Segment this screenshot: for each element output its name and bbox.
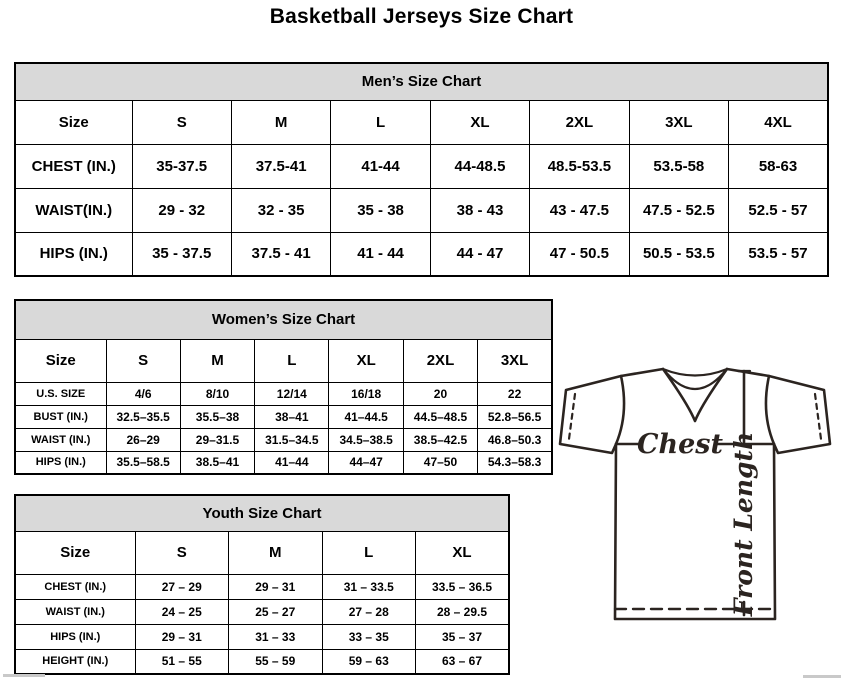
cell-value: 29 – 31 — [135, 624, 229, 649]
cell-value: 50.5 - 53.5 — [629, 232, 728, 276]
cell-value: 31.5–34.5 — [255, 428, 329, 451]
cell-value: 35-37.5 — [132, 144, 231, 188]
table-row — [15, 144, 828, 188]
cell-value: 59 – 63 — [322, 649, 416, 674]
cell-value: 35.5–38 — [180, 405, 254, 428]
column-header: M — [229, 531, 323, 574]
column-header: S — [135, 531, 229, 574]
cell-value: 31 – 33 — [229, 624, 323, 649]
cell-value: 37.5-41 — [231, 144, 330, 188]
row-label: CHEST (IN.) — [15, 574, 135, 599]
cell-value: 35.5–58.5 — [106, 451, 180, 474]
cell-value: 35 – 37 — [416, 624, 510, 649]
cell-value: 41–44.5 — [329, 405, 403, 428]
row-label: WAIST(IN.) — [15, 188, 132, 232]
cell-value: 28 – 29.5 — [416, 599, 510, 624]
cell-value: 47–50 — [403, 451, 477, 474]
cell-value: 34.5–38.5 — [329, 428, 403, 451]
cell-value: 44–47 — [329, 451, 403, 474]
cell-value: 16/18 — [329, 382, 403, 405]
table-row — [15, 428, 552, 451]
table-row — [15, 188, 828, 232]
table-row — [15, 624, 509, 649]
mens-header-row — [15, 100, 828, 144]
jersey-outline — [560, 369, 830, 619]
cell-value: 26–29 — [106, 428, 180, 451]
column-header: 2XL — [530, 100, 629, 144]
cell-value: 44-48.5 — [430, 144, 529, 188]
column-header: Size — [15, 100, 132, 144]
cell-value: 31 – 33.5 — [322, 574, 416, 599]
cell-value: 52.5 - 57 — [729, 188, 828, 232]
cell-value: 52.8–56.5 — [478, 405, 552, 428]
page-title: Basketball Jerseys Size Chart — [269, 5, 574, 28]
cell-value: 35 - 38 — [331, 188, 430, 232]
row-label: BUST (IN.) — [15, 405, 106, 428]
column-header: S — [106, 339, 180, 382]
row-label: U.S. SIZE — [15, 382, 106, 405]
cell-value: 47 - 50.5 — [530, 232, 629, 276]
table-row — [15, 382, 552, 405]
column-header: S — [132, 100, 231, 144]
row-label: WAIST (IN.) — [15, 599, 135, 624]
row-label: HIPS (IN.) — [15, 451, 106, 474]
cell-value: 37.5 - 41 — [231, 232, 330, 276]
cell-value: 44 - 47 — [430, 232, 529, 276]
youth-header-row — [15, 531, 509, 574]
column-header: XL — [416, 531, 510, 574]
cell-value: 47.5 - 52.5 — [629, 188, 728, 232]
column-header: Size — [15, 339, 106, 382]
youth-size-table — [14, 494, 510, 675]
cell-value: 27 – 29 — [135, 574, 229, 599]
row-label: CHEST (IN.) — [15, 144, 132, 188]
row-label: HIPS (IN.) — [15, 624, 135, 649]
cell-value: 38 - 43 — [430, 188, 529, 232]
row-label: WAIST (IN.) — [15, 428, 106, 451]
table-caption: Men’s Size Chart — [15, 63, 828, 100]
column-header: XL — [430, 100, 529, 144]
column-header: 4XL — [729, 100, 828, 144]
cell-value: 63 – 67 — [416, 649, 510, 674]
cell-value: 38.5–42.5 — [403, 428, 477, 451]
cell-value: 44.5–48.5 — [403, 405, 477, 428]
youth-caption-row — [15, 495, 509, 531]
cell-value: 38–41 — [255, 405, 329, 428]
cell-value: 41–44 — [255, 451, 329, 474]
table-row — [15, 451, 552, 474]
womens-header-row — [15, 339, 552, 382]
cell-value: 41-44 — [331, 144, 430, 188]
column-header: L — [322, 531, 416, 574]
column-header: 2XL — [403, 339, 477, 382]
cell-value: 53.5-58 — [629, 144, 728, 188]
row-label: HIPS (IN.) — [15, 232, 132, 276]
cell-value: 20 — [403, 382, 477, 405]
column-header: L — [255, 339, 329, 382]
cell-value: 29 - 32 — [132, 188, 231, 232]
screen-artifact-line — [3, 674, 45, 677]
cell-value: 25 – 27 — [229, 599, 323, 624]
cell-value: 51 – 55 — [135, 649, 229, 674]
front-length-label: Front Length — [729, 431, 758, 617]
row-label: HEIGHT (IN.) — [15, 649, 135, 674]
cell-value: 29–31.5 — [180, 428, 254, 451]
cell-value: 4/6 — [106, 382, 180, 405]
cell-value: 33.5 – 36.5 — [416, 574, 510, 599]
cell-value: 32.5–35.5 — [106, 405, 180, 428]
cell-value: 43 - 47.5 — [530, 188, 629, 232]
column-header: M — [180, 339, 254, 382]
womens-size-table — [14, 299, 553, 475]
cell-value: 32 - 35 — [231, 188, 330, 232]
table-row — [15, 574, 509, 599]
table-caption: Women’s Size Chart — [15, 300, 552, 339]
cell-value: 48.5-53.5 — [530, 144, 629, 188]
cell-value: 8/10 — [180, 382, 254, 405]
column-header: 3XL — [629, 100, 728, 144]
mens-size-table — [14, 62, 829, 277]
mens-caption-row — [15, 63, 828, 100]
table-row — [15, 405, 552, 428]
cell-value: 12/14 — [255, 382, 329, 405]
screen-artifact-line — [803, 675, 841, 678]
cell-value: 41 - 44 — [331, 232, 430, 276]
cell-value: 29 – 31 — [229, 574, 323, 599]
cell-value: 55 – 59 — [229, 649, 323, 674]
jersey-measurement-diagram — [558, 358, 841, 628]
cell-value: 24 – 25 — [135, 599, 229, 624]
cell-value: 33 – 35 — [322, 624, 416, 649]
table-caption: Youth Size Chart — [15, 495, 509, 531]
table-row — [15, 649, 509, 674]
cell-value: 46.8–50.3 — [478, 428, 552, 451]
column-header: 3XL — [478, 339, 552, 382]
womens-caption-row — [15, 300, 552, 339]
cell-value: 22 — [478, 382, 552, 405]
table-row — [15, 599, 509, 624]
chest-label: Chest — [637, 429, 723, 460]
cell-value: 27 – 28 — [322, 599, 416, 624]
column-header: Size — [15, 531, 135, 574]
column-header: XL — [329, 339, 403, 382]
cell-value: 54.3–58.3 — [478, 451, 552, 474]
cell-value: 53.5 - 57 — [729, 232, 828, 276]
column-header: M — [231, 100, 330, 144]
cell-value: 35 - 37.5 — [132, 232, 231, 276]
table-row — [15, 232, 828, 276]
cell-value: 58-63 — [729, 144, 828, 188]
column-header: L — [331, 100, 430, 144]
cell-value: 38.5–41 — [180, 451, 254, 474]
